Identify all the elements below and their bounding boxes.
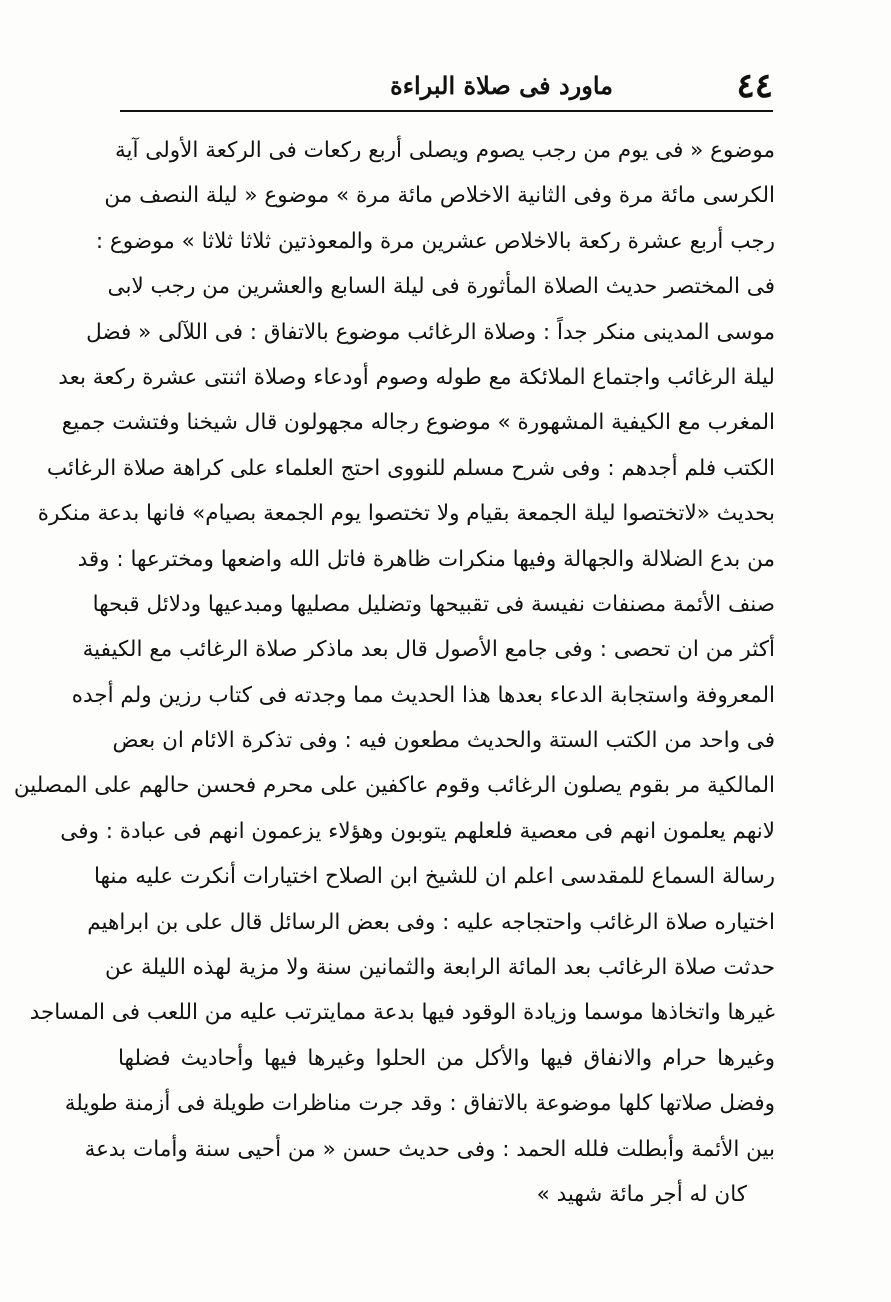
text-line: من بدع الضلالة والجهالة وفيها منكرات ظاهرة فاتل الله واضعها ومخترعها : وقد	[77, 546, 775, 572]
page-number: ٤٤	[736, 66, 773, 106]
text-line: موسى المدينى منكر جداً : وصلاة الرغائب موضوع بالاتفاق : فى اللآلى « فضل	[86, 319, 775, 345]
text-line: بين الأئمة وأبطلت فلله الحمد : وفى حديث حسن « من أحيى سنة وأمات بدعة	[84, 1136, 775, 1162]
text-line: اختياره صلاة الرغائب واحتجاجه عليه : وفى بعض الرسائل قال على بن ابراهيم	[87, 909, 775, 935]
running-title: ماورد فى صلاة البراءة	[390, 71, 613, 100]
text-line: لانهم يعلمون انهم فى معصية فلعلهم يتوبون وهؤلاء يزعمون انهم فى عبادة : وفى	[60, 818, 775, 844]
text-line-final: كان له أجر مائة شهيد »	[536, 1181, 747, 1207]
text-line: المالكية مر بقوم يصلون الرغائب وقوم عاكفين على محرم فحسن حالهم على المصلين	[13, 773, 775, 799]
text-line: رجب أربع عشرة ركعة بالاخلاص عشرين مرة والمعوذتين ثلاثا ثلاثا » موضوع :	[95, 228, 775, 254]
text-line: المعروفة واستجابة الدعاء بعدها هذا الحديث مما وجدته فى كتاب رزين ولم أجده	[71, 682, 775, 708]
text-line: أكثر من ان تحصى : وفى جامع الأصول قال بعد ماذكر صلاة الرغائب مع الكيفية	[82, 637, 775, 663]
page-header	[120, 66, 773, 106]
text-line: وغيرها حرام والانفاق فيها والأكل من الحلوا وغيرها فيها وأحاديث فضلها	[118, 1045, 775, 1071]
header-divider	[120, 110, 773, 112]
text-line: ليلة الرغائب واجتماع الملائكة مع طوله وصوم أودعاء وصلاة اثنتى عشرة ركعة بعد	[58, 364, 775, 390]
text-line: المغرب مع الكيفية المشهورة » موضوع رجاله مجهولون قال شيخنا وفتشت جميع	[61, 410, 775, 436]
text-line: موضوع « فى يوم من رجب يصوم ويصلى أربع ركعات فى الركعة الأولى آية	[114, 138, 775, 163]
text-line: الكرسى مائة مرة وفى الثانية الاخلاص مائة مرة » موضوع « ليلة النصف من	[104, 183, 775, 209]
text-line: فى المختصر حديث الصلاة المأثورة فى ليلة السابع والعشرين من رجب لابى	[107, 274, 775, 300]
text-line: صنف الأئمة مصنفات نفيسة فى تقبيحها وتضليل مصليها ومبدعيها ودلائل قبحها	[92, 591, 775, 617]
text-line: حدثت صلاة الرغائب بعد المائة الرابعة والثمانين سنة ولا مزية لهذه الليلة عن	[105, 955, 775, 981]
text-line: الكتب فلم أجدهم : وفى شرح مسلم للنووى احتج العلماء على كراهة صلاة الرغائب	[46, 455, 775, 481]
body-text	[13, 128, 775, 1217]
text-line: رسالة السماع للمقدسى اعلم ان للشيخ ابن الصلاح اختيارات أنكرت عليه منها	[93, 864, 775, 890]
text-line: فى واحد من الكتب الستة والحديث مطعون فيه : وفى تذكرة الائام ان بعض	[112, 728, 775, 754]
text-line: غيرها واتخاذها موسما وزيادة الوقود فيها بدعة ممايترتب عليه من اللعب فى المساجد	[29, 1000, 775, 1026]
text-line: بحديث «لاتختصوا ليلة الجمعة بقيام ولا تختصوا يوم الجمعة بصيام» فانها بدعة منكرة	[37, 501, 775, 527]
text-line: وفضل صلاتها كلها موضوعة بالاتفاق : وقد جرت مناظرات طويلة فى أزمنة طويلة	[64, 1091, 775, 1117]
